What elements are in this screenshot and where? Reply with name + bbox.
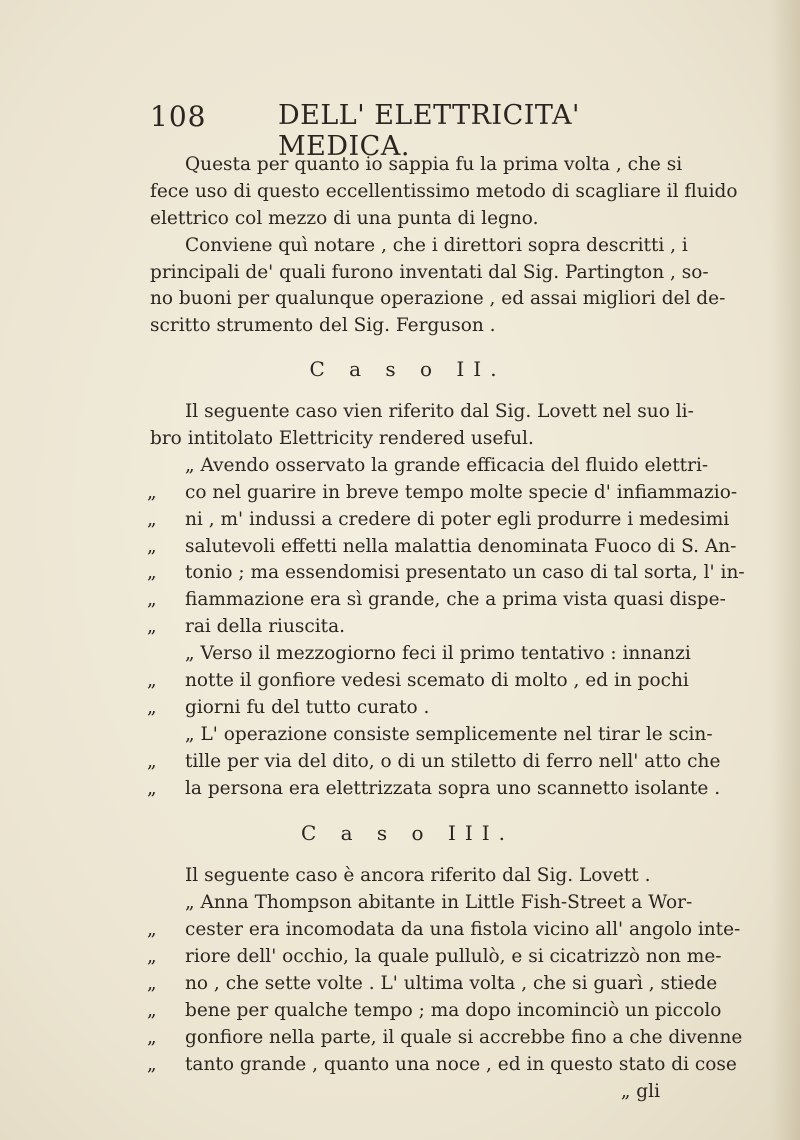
text-line: „ Anna Thompson abitante in Little Fish-Street a Wor- xyxy=(185,892,693,914)
quoted-line: „ fiammazione era sì grande, che a prima vista quasi dispe- xyxy=(150,587,665,614)
page-number: 108 xyxy=(150,100,207,133)
quoted-line: „ notte il gonfiore vedesi scemato di molto , ed in pochi xyxy=(150,668,665,695)
quote-mark: „ xyxy=(147,670,157,692)
quote-mark: „ xyxy=(147,946,157,968)
quoted-line: „ no , che sette volte . L' ultima volta , che si guarì , stiede xyxy=(150,971,665,998)
text-line: „ L' operazione consiste semplicemente nel tirar le scin- xyxy=(185,723,713,745)
running-title: DELL' ELETTRICITA' MEDICA. xyxy=(278,100,580,162)
quoted-line: „ tille per via del dito, o di un stiletto di ferro nell' atto che xyxy=(150,749,665,776)
quoted-line: „ tonio ; ma essendomisi presentato un caso di tal sorta, l' in- xyxy=(150,560,665,587)
quote-mark: „ xyxy=(147,999,157,1021)
text-line: Conviene quì notare , che i direttori sopra descritti , i xyxy=(185,234,688,256)
quoted-line: „ tanto grande , quanto una noce , ed in questo stato di cose xyxy=(150,1052,665,1079)
quoted-line: „ salutevoli effetti nella malattia denominata Fuoco di S. An- xyxy=(150,534,665,561)
text-line: „ Verso il mezzogiorno feci il primo tentativo : innanzi xyxy=(185,643,691,665)
page-header xyxy=(150,100,650,162)
quote-mark: „ xyxy=(147,750,157,772)
text-line: Il seguente caso è ancora riferito dal Sig. Lovett . xyxy=(185,865,651,887)
text-line: scritto strumento del Sig. Ferguson . xyxy=(150,315,496,337)
page-edge-shadow xyxy=(770,0,800,1140)
quoted-line: „ giorni fu del tutto curato . xyxy=(150,695,665,722)
quoted-line: „ cester era incomodata da una fistola vicino all' angolo inte- xyxy=(150,917,665,944)
quote-mark: „ xyxy=(147,696,157,718)
quoted-line: „ bene per qualche tempo ; ma dopo incominciò un piccolo xyxy=(150,998,665,1025)
text-line: fece uso di questo eccellentissimo metodo di scagliare il fluido xyxy=(150,180,738,202)
quote-mark: „ xyxy=(147,919,157,941)
quote-mark: „ xyxy=(147,972,157,994)
text-line: bro intitolato Elettricity rendered useful. xyxy=(150,428,534,450)
quote-mark: „ xyxy=(147,777,157,799)
quote-mark: „ xyxy=(147,589,157,611)
text-line: no buoni per qualunque operazione , ed assai migliori del de- xyxy=(150,288,726,310)
text-line: „ Avendo osservato la grande efficacia del fluido elettri- xyxy=(185,454,709,476)
catchword: „ gli xyxy=(620,1080,660,1102)
text-line: Questa per quanto io sappia fu la prima volta , che si xyxy=(185,154,683,175)
section-heading: C a s o II. xyxy=(309,357,506,382)
quote-mark: „ xyxy=(147,508,157,530)
quote-mark: „ xyxy=(147,481,157,503)
text-line: principali de' quali furono inventati dal Sig. Partington , so- xyxy=(150,261,709,283)
quote-mark: „ xyxy=(147,562,157,584)
quote-mark: „ xyxy=(147,616,157,638)
section-heading: C a s o III. xyxy=(300,821,515,846)
text-line: Il seguente caso vien riferito dal Sig. Lovett nel suo li- xyxy=(185,401,694,423)
quoted-line: „ la persona era elettrizzata sopra uno scannetto isolante . xyxy=(150,776,665,803)
quoted-line: „ gonfiore nella parte, il quale si accrebbe fino a che divenne xyxy=(150,1025,665,1052)
page-body xyxy=(147,152,745,1105)
quote-mark: „ xyxy=(147,1026,157,1048)
quoted-line: „ riore dell' occhio, la quale pullulò, e si cicatrizzò non me- xyxy=(150,944,665,971)
quoted-line: „ rai della riuscita. xyxy=(150,614,665,641)
quoted-line: „ co nel guarire in breve tempo molte specie d' infiammazio- xyxy=(150,480,665,507)
quote-mark: „ xyxy=(147,1053,157,1075)
quoted-line: „ ni , m' indussi a credere di poter egli produrre i medesimi xyxy=(150,507,665,534)
quote-mark: „ xyxy=(147,535,157,557)
text-line: elettrico col mezzo di una punta di legno. xyxy=(150,207,539,229)
